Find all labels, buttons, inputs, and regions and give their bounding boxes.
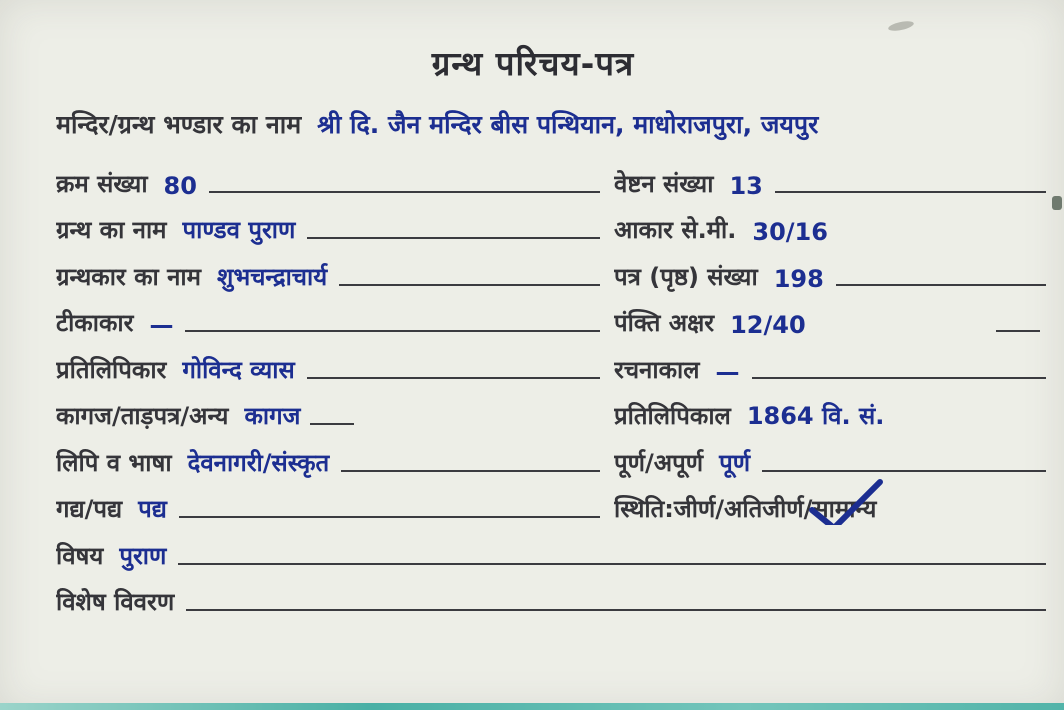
condition-checked-option [812,492,876,525]
field-bundle-number [614,153,1050,200]
field-value: देवनागरी/संस्कृत [187,448,330,477]
field-copyist [56,339,604,386]
ruled-line [185,330,600,332]
field-lines-letters [614,293,1050,340]
ruled-line [339,284,600,286]
ruled-line [178,563,1046,565]
ruled-line [209,191,600,193]
fields-grid [56,153,1050,618]
field-page-count [614,246,1050,293]
field-author-name [56,246,604,293]
field-material [56,386,604,433]
field-label: विषय [56,541,104,570]
ruled-line [307,237,600,239]
field-label: वेष्टन संख्या [614,169,714,198]
field-value: गोविन्द व्यास [182,355,295,384]
field-value: 80 [163,171,197,200]
field-condition [614,479,1050,526]
field-label: ग्रन्थ का नाम [56,216,167,244]
field-granth-name [56,200,604,247]
ruled-line [775,191,1046,193]
field-temple-name [56,107,1050,141]
scan-speck [887,19,914,32]
ruled-line [752,377,1046,379]
page-title: ग्रन्थ परिचय-पत्र [431,44,635,83]
ruled-line-short [310,423,354,425]
field-label: प्रतिलिपिकाल [614,402,731,430]
ruled-line [307,377,600,379]
field-value: कागज [244,402,301,430]
field-label: क्रम संख्या [56,169,148,198]
ruled-line [836,284,1046,286]
field-label: रचनाकाल [614,355,700,384]
field-label: प्रतिलिपिकार [56,355,167,384]
field-copy-date [614,386,1050,433]
field-label: स्थिति:जीर्ण/अतिजीर्ण/ [614,495,813,523]
field-value: — [715,357,740,386]
field-label: आकार से.मी. [614,216,737,244]
field-script-language [56,432,604,479]
field-value: पद्य [138,495,167,523]
field-value: 198 [773,264,824,293]
field-value: 12/40 [730,311,806,339]
field-label: विशेष विवरण [56,588,175,616]
field-label: पंक्ति अक्षर [614,309,715,337]
field-commentator [56,293,604,340]
field-value: — [149,311,174,339]
field-value: पाण्डव पुराण [182,216,296,244]
scanner-edge-strip [0,703,1064,710]
scan-speck [1052,196,1062,210]
ruled-line [179,516,600,518]
field-special-details [56,572,1050,619]
field-value: 30/16 [752,218,828,246]
ruled-line-short [996,330,1040,332]
field-label: पूर्ण/अपूर्ण [614,448,704,477]
ruled-line [341,470,600,472]
field-value: शुभचन्द्राचार्य [217,262,328,291]
field-label: कागज/ताड़पत्र/अन्य [56,402,229,430]
field-label: मन्दिर/ग्रन्थ भण्डार का नाम [56,110,302,139]
field-label: लिपि व भाषा [56,448,172,477]
ruled-line [186,609,1046,611]
field-value: पुराण [119,541,167,570]
field-label: गद्य/पद्य [56,495,123,523]
field-value: 1864 वि. सं. [746,402,885,430]
ruled-line [762,470,1046,472]
field-label: सामान्य [812,495,877,523]
field-serial-number [56,153,604,200]
field-subject [56,525,1050,572]
field-size-cm [614,200,1050,247]
field-label: पत्र (पृष्ठ) संख्या [614,262,758,291]
field-value: श्री दि. जैन मन्दिर बीस पन्थियान, माधोराजपुरा, जयपुर [317,110,819,139]
field-composition-date [614,339,1050,386]
field-value: 13 [729,171,763,200]
field-complete-incomplete [614,432,1050,479]
field-label: टीकाकार [56,309,134,337]
field-label: ग्रन्थकार का नाम [56,262,201,291]
field-prose-verse [56,479,604,526]
field-value: पूर्ण [719,448,751,477]
